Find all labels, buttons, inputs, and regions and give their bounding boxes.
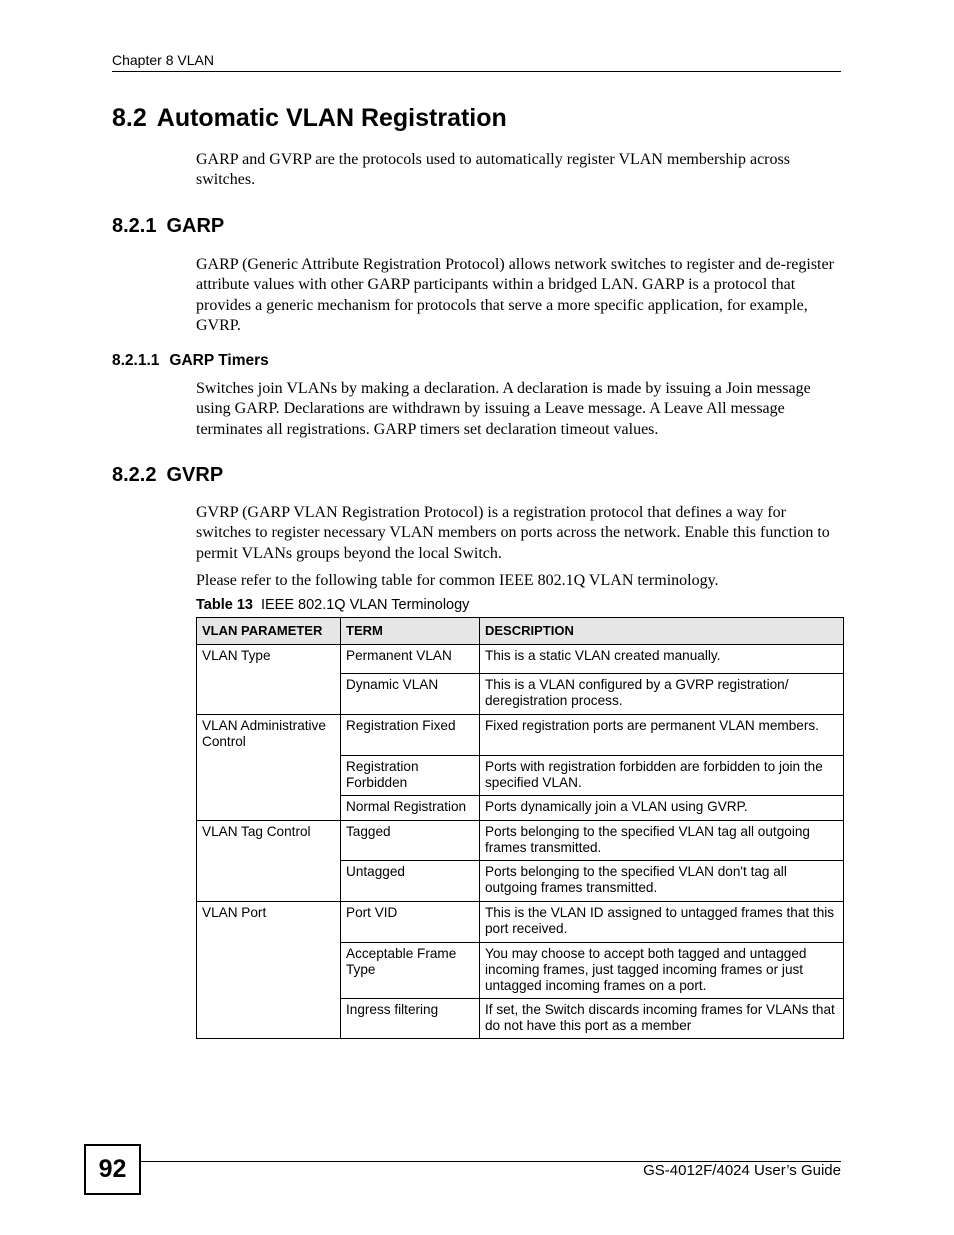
description-cell: This is the VLAN ID assigned to untagged frames that this port received. [480, 902, 844, 943]
term-cell: Acceptable Frame Type [341, 943, 480, 999]
garp-heading [112, 215, 224, 238]
page-number-box [84, 1144, 141, 1195]
description-cell: Ports with registration forbidden are forbidden to join the specified VLAN. [480, 756, 844, 796]
footer-guide-title: GS-4012F/4024 User’s Guide [643, 1162, 841, 1179]
table-intro: Please refer to the following table for common IEEE 802.1Q VLAN terminology. [196, 572, 719, 589]
term-cell: Registration Fixed [341, 715, 480, 756]
term-cell: Permanent VLAN [341, 645, 480, 674]
table-row [197, 821, 844, 861]
table-caption-text: IEEE 802.1Q VLAN Terminology [260, 597, 470, 613]
gvrp-title: GVRP [166, 464, 224, 486]
header-description: DESCRIPTION [480, 618, 844, 645]
gvrp-body: GVRP (GARP VLAN Registration Protocol) is a registration protocol that defines a way for switches to register necessary VLAN members on ports across the network. Enable this function to permit VLANs groups beyond the local Switch. [196, 504, 830, 562]
term-cell: Normal Registration [341, 796, 480, 821]
garp-timers-number: 8.2.1.1 [112, 352, 160, 369]
term-cell: Registration Forbidden [341, 756, 480, 796]
garp-timers-body: Switches join VLANs by making a declaration. A declaration is made by issuing a Join message using GARP. Declarations are withdrawn by issuing a Leave message. A Leave All message terminates all registrations. GARP timers set declaration timeout values. [196, 380, 811, 438]
vlan-terminology-table [196, 617, 844, 1039]
gvrp-number: 8.2.2 [112, 464, 157, 486]
param-cell: VLAN Tag Control [197, 821, 341, 902]
garp-number: 8.2.1 [112, 215, 157, 237]
garp-timers-title: GARP Timers [169, 352, 269, 369]
table-row [197, 902, 844, 943]
description-cell: This is a VLAN configured by a GVRP registration/ deregistration process. [480, 674, 844, 715]
description-cell: If set, the Switch discards incoming frames for VLANs that do not have this port as a member [480, 999, 844, 1039]
term-cell: Dynamic VLAN [341, 674, 480, 715]
gvrp-heading [112, 464, 223, 487]
param-cell: VLAN Port [197, 902, 341, 1039]
description-cell: Ports belonging to the specified VLAN don't tag all outgoing frames transmitted. [480, 861, 844, 902]
garp-title: GARP [166, 215, 225, 237]
term-cell: Untagged [341, 861, 480, 902]
table-row [197, 715, 844, 756]
term-cell: Port VID [341, 902, 480, 943]
running-header: Chapter 8 VLAN [112, 52, 214, 68]
description-cell: You may choose to accept both tagged and untagged incoming frames, just tagged incoming frames or just untagged incoming frames on a port. [480, 943, 844, 999]
table-caption [196, 597, 469, 613]
header-rule [112, 71, 841, 72]
section-number: 8.2 [112, 104, 147, 132]
table-row [197, 645, 844, 674]
page-number: 92 [98, 1155, 127, 1183]
table-header-row [197, 618, 844, 645]
section-heading [112, 104, 507, 133]
param-cell: VLAN Type [197, 645, 341, 715]
header-vlan-parameter: VLAN PARAMETER [197, 618, 341, 645]
table-caption-label: Table 13 [196, 597, 253, 613]
description-cell: This is a static VLAN created manually. [480, 645, 844, 674]
description-cell: Ports dynamically join a VLAN using GVRP. [480, 796, 844, 821]
term-cell: Tagged [341, 821, 480, 861]
header-term: TERM [341, 618, 480, 645]
garp-timers-heading [112, 352, 269, 370]
description-cell: Fixed registration ports are permanent VLAN members. [480, 715, 844, 756]
description-cell: Ports belonging to the specified VLAN tag all outgoing frames transmitted. [480, 821, 844, 861]
param-cell: VLAN Administrative Control [197, 715, 341, 821]
section-title: Automatic VLAN Registration [156, 104, 507, 132]
section-intro: GARP and GVRP are the protocols used to automatically register VLAN membership across switches. [196, 151, 790, 189]
term-cell: Ingress filtering [341, 999, 480, 1039]
garp-body: GARP (Generic Attribute Registration Protocol) allows network switches to register and de-register attribute values with other GARP participants within a bridged LAN. GARP is a protocol that provides a generic mechanism for protocols that serve a more specific application, for example, GVRP. [196, 256, 834, 335]
